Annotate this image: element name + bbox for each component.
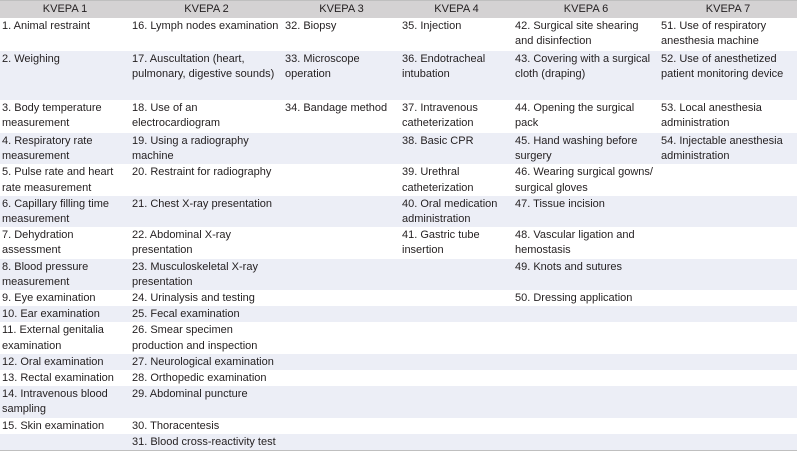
- table-cell: 39. Urethral catheterization: [400, 164, 513, 195]
- table-cell: [513, 354, 659, 370]
- column-header-kvepa-1: KVEPA 1: [0, 1, 130, 19]
- table-cell: [659, 418, 797, 434]
- table-cell: 19. Using a radiography machine: [130, 133, 283, 164]
- table-cell: 6. Capillary filling time measurement: [0, 196, 130, 227]
- table-cell: [283, 196, 400, 227]
- table-row: [0, 227, 797, 258]
- column-header-kvepa-3: KVEPA 3: [283, 1, 400, 19]
- table-cell: 10. Ear examination: [0, 306, 130, 322]
- table-cell: 15. Skin examination: [0, 418, 130, 434]
- column-header-kvepa-4: KVEPA 4: [400, 1, 513, 19]
- table-cell: [513, 386, 659, 417]
- column-header-kvepa-6: KVEPA 6: [513, 1, 659, 19]
- table-cell: [400, 434, 513, 451]
- table-cell: 41. Gastric tube insertion: [400, 227, 513, 258]
- table-cell: 48. Vascular ligation and hemostasis: [513, 227, 659, 258]
- table-cell: 30. Thoracentesis: [130, 418, 283, 434]
- table-cell: 43. Covering with a surgical cloth (draping): [513, 51, 659, 100]
- table-cell: 37. Intravenous catheterization: [400, 100, 513, 133]
- table-cell: 24. Urinalysis and testing: [130, 290, 283, 306]
- table-cell: 22. Abdominal X-ray presentation: [130, 227, 283, 258]
- table-cell: 47. Tissue incision: [513, 196, 659, 227]
- table-cell: 17. Auscultation (heart, pulmonary, digestive sounds): [130, 51, 283, 100]
- table-cell: [659, 370, 797, 386]
- table-cell: 52. Use of anesthetized patient monitoring device: [659, 51, 797, 100]
- table-cell: 29. Abdominal puncture: [130, 386, 283, 417]
- table-cell: [659, 354, 797, 370]
- table-cell: 34. Bandage method: [283, 100, 400, 133]
- table-cell: [400, 306, 513, 322]
- table-cell: 38. Basic CPR: [400, 133, 513, 164]
- table-cell: [513, 418, 659, 434]
- table-cell: 5. Pulse rate and heart rate measurement: [0, 164, 130, 195]
- table-row: [0, 18, 797, 51]
- table-cell: 21. Chest X-ray presentation: [130, 196, 283, 227]
- table-header-row: [0, 1, 797, 19]
- table-cell: [283, 434, 400, 451]
- table-cell: 25. Fecal examination: [130, 306, 283, 322]
- table-cell: 11. External genitalia examination: [0, 322, 130, 353]
- table-cell: [283, 370, 400, 386]
- table-cell: [659, 227, 797, 258]
- table-cell: 8. Blood pressure measurement: [0, 259, 130, 290]
- table-cell: 32. Biopsy: [283, 18, 400, 51]
- table-row: [0, 370, 797, 386]
- table-cell: 49. Knots and sutures: [513, 259, 659, 290]
- column-header-kvepa-7: KVEPA 7: [659, 1, 797, 19]
- table-row: [0, 290, 797, 306]
- table-cell: [659, 259, 797, 290]
- table-cell: 51. Use of respiratory anesthesia machine: [659, 18, 797, 51]
- table-cell: [659, 434, 797, 451]
- table-row: [0, 354, 797, 370]
- table-cell: [0, 434, 130, 451]
- table-cell: [283, 306, 400, 322]
- table-cell: 50. Dressing application: [513, 290, 659, 306]
- table-body: [0, 18, 797, 451]
- table-cell: 31. Blood cross-reactivity test: [130, 434, 283, 451]
- table-row: [0, 133, 797, 164]
- column-header-kvepa-2: KVEPA 2: [130, 1, 283, 19]
- table-cell: [283, 386, 400, 417]
- table-cell: 46. Wearing surgical gowns/ surgical gloves: [513, 164, 659, 195]
- table-row: [0, 196, 797, 227]
- table-row: [0, 51, 797, 100]
- table-cell: 12. Oral examination: [0, 354, 130, 370]
- table-cell: 27. Neurological examination: [130, 354, 283, 370]
- table-cell: 2. Weighing: [0, 51, 130, 100]
- table-cell: [283, 418, 400, 434]
- table-cell: 16. Lymph nodes examination: [130, 18, 283, 51]
- table-row: [0, 164, 797, 195]
- table-cell: [283, 164, 400, 195]
- table-cell: [659, 196, 797, 227]
- table-cell: [513, 322, 659, 353]
- table-cell: [400, 259, 513, 290]
- table-cell: 44. Opening the surgical pack: [513, 100, 659, 133]
- table-row: [0, 434, 797, 451]
- table-cell: [513, 370, 659, 386]
- table-cell: [400, 354, 513, 370]
- table-row: [0, 100, 797, 133]
- table-cell: [659, 322, 797, 353]
- table-cell: 35. Injection: [400, 18, 513, 51]
- table-cell: 9. Eye examination: [0, 290, 130, 306]
- table-cell: 18. Use of an electrocardiogram: [130, 100, 283, 133]
- table-cell: 42. Surgical site shearing and disinfection: [513, 18, 659, 51]
- table-row: [0, 418, 797, 434]
- table-cell: [283, 133, 400, 164]
- table-cell: 28. Orthopedic examination: [130, 370, 283, 386]
- table-cell: 13. Rectal examination: [0, 370, 130, 386]
- table-cell: 36. Endotracheal intubation: [400, 51, 513, 100]
- table-cell: 1. Animal restraint: [0, 18, 130, 51]
- table-cell: 7. Dehydration assessment: [0, 227, 130, 258]
- table-cell: 45. Hand washing before surgery: [513, 133, 659, 164]
- table-cell: [400, 322, 513, 353]
- table-cell: [400, 370, 513, 386]
- table-cell: [659, 386, 797, 417]
- table-cell: [283, 259, 400, 290]
- table-cell: 20. Restraint for radiography: [130, 164, 283, 195]
- table-cell: 4. Respiratory rate measurement: [0, 133, 130, 164]
- table-cell: 14. Intravenous blood sampling: [0, 386, 130, 417]
- table-cell: [513, 434, 659, 451]
- table-cell: [283, 354, 400, 370]
- table-cell: [400, 290, 513, 306]
- table-cell: 54. Injectable anesthesia administration: [659, 133, 797, 164]
- table-cell: [400, 386, 513, 417]
- table-cell: [283, 290, 400, 306]
- table-cell: 3. Body temperature measurement: [0, 100, 130, 133]
- table-cell: 26. Smear specimen production and inspection: [130, 322, 283, 353]
- table-cell: [283, 322, 400, 353]
- table-cell: [283, 227, 400, 258]
- table-cell: [659, 290, 797, 306]
- table-row: [0, 306, 797, 322]
- table-cell: 23. Musculoskeletal X-ray presentation: [130, 259, 283, 290]
- table-cell: [659, 306, 797, 322]
- table-cell: [513, 306, 659, 322]
- table-row: [0, 386, 797, 417]
- table-cell: [400, 418, 513, 434]
- table-cell: 40. Oral medication administration: [400, 196, 513, 227]
- table-cell: [659, 164, 797, 195]
- table-cell: 53. Local anesthesia administration: [659, 100, 797, 133]
- table-row: [0, 259, 797, 290]
- table-row: [0, 322, 797, 353]
- table-cell: 33. Microscope operation: [283, 51, 400, 100]
